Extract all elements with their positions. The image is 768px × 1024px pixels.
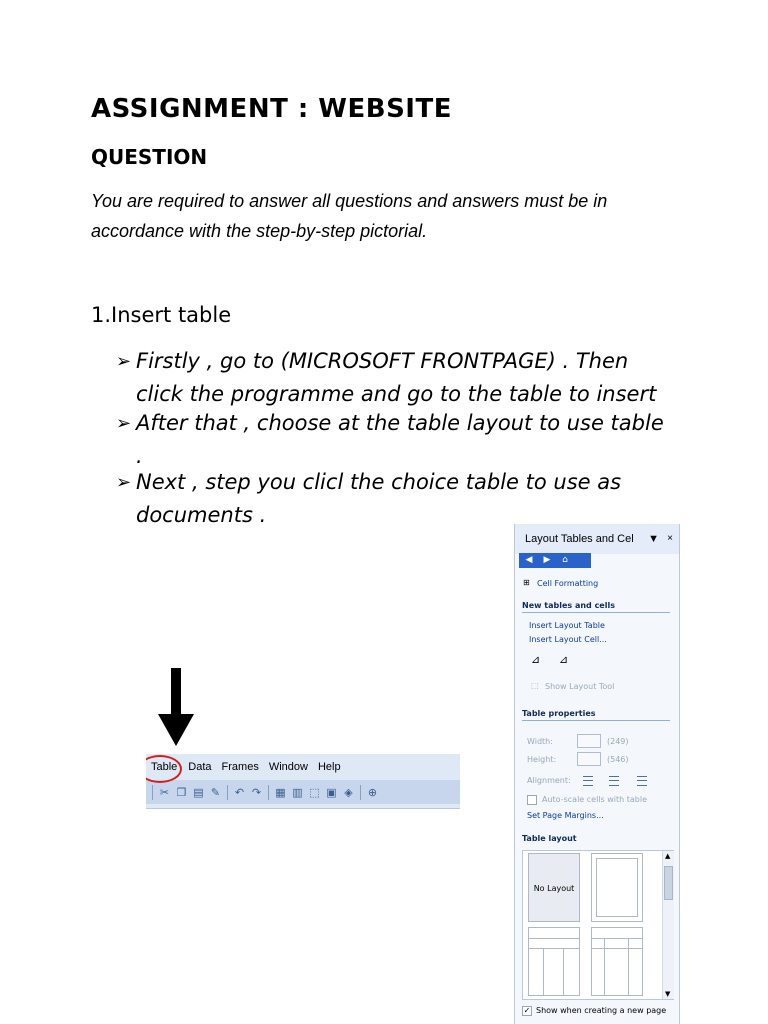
step-list	[116, 345, 676, 532]
layout-thumbnail-no-layout[interactable]	[528, 853, 580, 922]
home-icon[interactable]: ⌂	[562, 555, 568, 565]
bullet-arrow-icon: ➢	[116, 472, 132, 493]
thumbnail-line	[628, 938, 629, 995]
layout-thumbnail-blank[interactable]	[591, 853, 643, 922]
step-text: After that , choose at the table layout to use table .	[136, 411, 664, 468]
thumbnail-frame	[596, 858, 638, 917]
step-item	[116, 345, 676, 411]
insert-hyperlink-icon[interactable]: ⊕	[367, 785, 378, 799]
table-layout-heading: Table layout	[522, 834, 577, 843]
menu-table-label: Table	[151, 761, 178, 773]
cell-formatting-link[interactable]: Cell Formatting	[537, 579, 599, 588]
toolbar-separator	[360, 785, 361, 800]
insert-picture-icon[interactable]: ▣	[326, 785, 337, 799]
undo-icon[interactable]: ↶	[234, 785, 245, 799]
step-text: Next , step you clicl the choice table to use as documents .	[136, 470, 622, 527]
frontpage-toolbar-screenshot	[146, 754, 460, 809]
thumbnail-line	[529, 948, 579, 949]
width-input[interactable]	[577, 734, 601, 748]
table-properties-heading: Table properties	[522, 709, 670, 721]
redo-icon[interactable]: ↷	[251, 785, 262, 799]
autoscale-label: Auto-scale cells with table	[542, 795, 648, 804]
thumbnail-line	[563, 948, 564, 995]
show-on-new-page-checkbox[interactable]: ✓	[523, 1006, 531, 1015]
height-value: (546)	[607, 755, 629, 764]
new-tables-heading: New tables and cells	[522, 601, 670, 613]
height-label: Height:	[527, 755, 557, 764]
layout-thumbnail-header-sidebar[interactable]	[591, 927, 643, 996]
task-pane-nav	[519, 553, 591, 568]
scrollbar-thumb[interactable]	[664, 866, 673, 900]
menu-window[interactable]: Window	[268, 761, 308, 773]
step-text: Firstly , go to (MICROSOFT FRONTPAGE) . Then click the programme and go to the table to insert	[136, 349, 657, 406]
format-painter-icon[interactable]: ✎	[210, 785, 221, 799]
table-layout-gallery	[522, 850, 674, 1000]
intro-paragraph: You are required to answer all questions and answers must be in accordance with the step-by-step pictorial.	[91, 191, 608, 241]
menu-help[interactable]: Help	[317, 761, 341, 773]
step-item	[116, 407, 676, 473]
menu-table[interactable]	[148, 759, 180, 775]
layout-thumbnail-header-columns[interactable]	[528, 927, 580, 996]
autoscale-checkbox[interactable]	[527, 795, 537, 805]
close-icon[interactable]: ×	[667, 533, 673, 544]
scroll-up-icon[interactable]: ▲	[665, 852, 671, 860]
gallery-scrollbar[interactable]	[662, 851, 674, 999]
toolbar-separator	[227, 785, 228, 800]
cut-icon[interactable]: ✂	[159, 785, 170, 799]
back-icon[interactable]: ◀	[525, 555, 533, 565]
insert-table-icon[interactable]: ▥	[292, 785, 303, 799]
insert-layout-table-link[interactable]: Insert Layout Table	[529, 621, 605, 630]
cell-formatting-icon: ⊞	[523, 578, 530, 587]
show-layout-tool-label: Show Layout Tool	[545, 682, 615, 691]
draw-layout-table-icon[interactable]: ⊿	[531, 653, 541, 666]
insert-component-icon[interactable]: ▦	[275, 785, 286, 799]
width-value: (249)	[607, 737, 629, 746]
insert-layer-icon[interactable]: ⬚	[309, 785, 320, 799]
dropdown-arrow-icon[interactable]: ▼	[648, 533, 659, 545]
toolbar-separator	[268, 785, 269, 800]
show-on-new-page-label: Show when creating a new page	[536, 1006, 667, 1015]
align-right-icon[interactable]	[637, 776, 647, 786]
paste-icon[interactable]: ▤	[193, 785, 204, 799]
menu-bar	[146, 754, 460, 780]
section-heading: 1.Insert table	[91, 303, 232, 327]
highlight-circle	[146, 755, 182, 783]
menu-frames[interactable]: Frames	[221, 761, 259, 773]
document-title: ASSIGNMENT : WEBSITE	[91, 94, 452, 124]
align-left-icon[interactable]	[583, 776, 593, 786]
toolbar-separator	[152, 785, 153, 800]
task-pane-title: Layout Tables and Cel	[525, 533, 634, 545]
thumbnail-line	[543, 948, 544, 995]
set-page-margins-link[interactable]: Set Page Margins...	[527, 811, 604, 820]
bullet-arrow-icon: ➢	[116, 413, 132, 434]
thumbnail-line	[592, 938, 642, 939]
no-layout-label: No Layout	[533, 884, 575, 893]
standard-toolbar	[146, 780, 460, 804]
copy-icon[interactable]: ❐	[176, 785, 187, 799]
step-item	[116, 466, 676, 532]
forward-icon[interactable]: ▶	[543, 555, 551, 565]
draw-layout-cell-icon[interactable]: ⊿	[559, 653, 569, 666]
document-subtitle: QUESTION	[91, 145, 208, 169]
thumbnail-line	[604, 938, 605, 995]
menu-data[interactable]: Data	[188, 761, 212, 773]
align-center-icon[interactable]	[609, 776, 619, 786]
thumbnail-line	[529, 938, 579, 939]
down-arrow-icon	[158, 668, 194, 746]
bullet-arrow-icon: ➢	[116, 351, 132, 372]
width-label: Width:	[527, 737, 553, 746]
insert-layout-cell-link[interactable]: Insert Layout Cell...	[529, 635, 607, 644]
layout-tables-task-pane	[514, 524, 680, 1024]
show-layout-tool-icon: ⬚	[531, 681, 539, 690]
scroll-down-icon[interactable]: ▼	[665, 990, 671, 998]
thumbnail-line	[592, 948, 642, 949]
alignment-label: Alignment:	[527, 776, 571, 785]
insert-drawing-icon[interactable]: ◈	[344, 785, 353, 799]
task-pane-header	[515, 524, 679, 554]
height-input[interactable]	[577, 752, 601, 766]
